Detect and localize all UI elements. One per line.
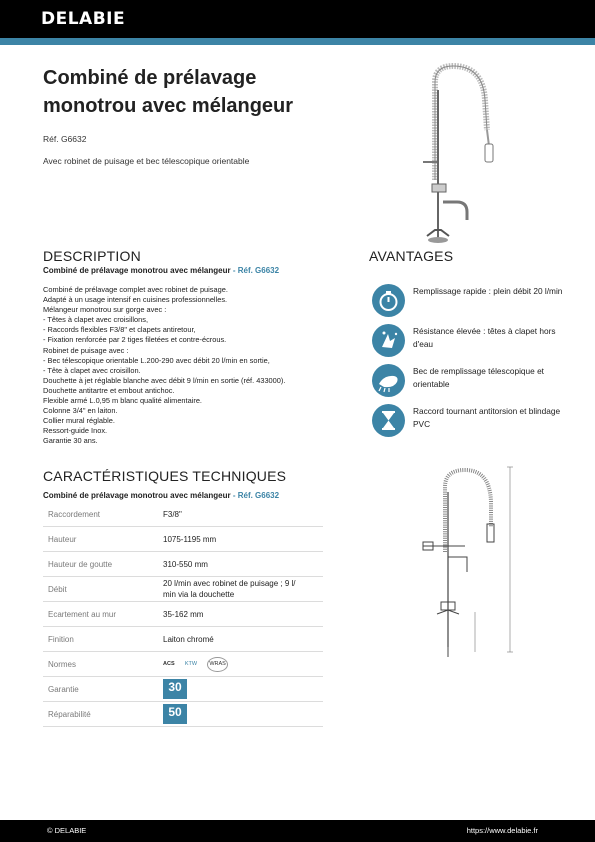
table-row: Hauteur de goutte 310-550 mm xyxy=(43,552,323,577)
footer-bar xyxy=(0,820,595,842)
technical-drawing xyxy=(415,462,525,672)
brand-logo: DELABIE xyxy=(41,9,126,29)
impact-icon xyxy=(372,324,405,357)
header-bar xyxy=(0,0,595,38)
table-row: Finition Laiton chromé xyxy=(43,627,323,652)
specs-subheading: Combiné de prélavage monotrou avec mélangeur - Réf. G6632 xyxy=(43,491,280,500)
table-row: Hauteur 1075-1195 mm xyxy=(43,527,323,552)
advantages-list xyxy=(372,282,572,442)
hourglass-icon xyxy=(372,404,405,437)
table-row: Réparabilité 50 xyxy=(43,702,323,727)
description-body: Combiné de prélavage complet avec robinet de puisage. Adapté à un usage intensif en cuisines professionnelles. Mélangeur monotrou sur gorge avec : - Têtes à clapet avec croisillons, - Raccords flexibles F3/8" et clapets antiretour, - Fixation renforcée par 2 tiges filetées et contre-écrous. Robinet de puisage avec : - Bec télescopique orientable L.200-290 avec débit 20 l/min en sortie, - Tête à clapet avec croisillon. Douchette à jet réglable blanche avec débit 9 l/min en sortie (réf. 433000). Douchette antitartre et embout antichoc. Flexible armé L.0,95 m blanc qualité alimentaire. Colonne 3/4" en laiton. Collier mural réglable. Ressort-guide Inox. Garantie 30 ans. xyxy=(43,285,286,446)
advantages-heading: AVANTAGES xyxy=(369,248,454,264)
table-row: Débit 20 l/min avec robinet de puisage ; 9 l/ min via la douchette xyxy=(43,577,323,602)
specs-heading: CARACTÉRISTIQUES TECHNIQUES xyxy=(43,468,287,484)
ktw-norm-icon: KTW xyxy=(184,660,198,667)
norms-logos xyxy=(163,657,323,672)
table-row: Raccordement F3/8" xyxy=(43,502,323,527)
description-subheading: Combiné de prélavage monotrou avec mélangeur - Réf. G6632 xyxy=(43,266,280,275)
repairability-badge-icon: 50 xyxy=(163,704,187,724)
accent-stripe xyxy=(0,38,595,45)
spray-icon xyxy=(372,364,405,397)
advantage-item: Bec de remplissage télescopique et orientable xyxy=(372,362,572,402)
description-heading: DESCRIPTION xyxy=(43,248,141,264)
warranty-badge-icon: 30 xyxy=(163,679,187,699)
advantage-item: Résistance élevée : têtes à clapet hors d'eau xyxy=(372,322,572,362)
footer-copyright: © DELABIE xyxy=(47,826,87,835)
specs-table xyxy=(43,502,323,727)
acs-norm-icon: ACS xyxy=(163,660,175,667)
table-row: Normes ACS KTW WRAS xyxy=(43,652,323,677)
advantage-item: Raccord tournant antitorsion et blindage PVC xyxy=(372,402,572,442)
table-row: Garantie 30 xyxy=(43,677,323,702)
product-subtitle: Avec robinet de puisage et bec télescopique orientable xyxy=(43,156,250,166)
product-image xyxy=(405,60,515,245)
wras-norm-icon: WRAS xyxy=(207,657,228,672)
product-ref: Réf. G6632 xyxy=(43,134,87,144)
footer-url-link[interactable]: https://www.delabie.fr xyxy=(466,826,538,835)
stopwatch-icon xyxy=(372,284,405,317)
table-row: Ecartement au mur 35-162 mm xyxy=(43,602,323,627)
product-title: Combiné de prélavage monotrou avec mélangeur xyxy=(43,67,294,117)
advantage-item: Remplissage rapide : plein débit 20 l/min xyxy=(372,282,572,322)
